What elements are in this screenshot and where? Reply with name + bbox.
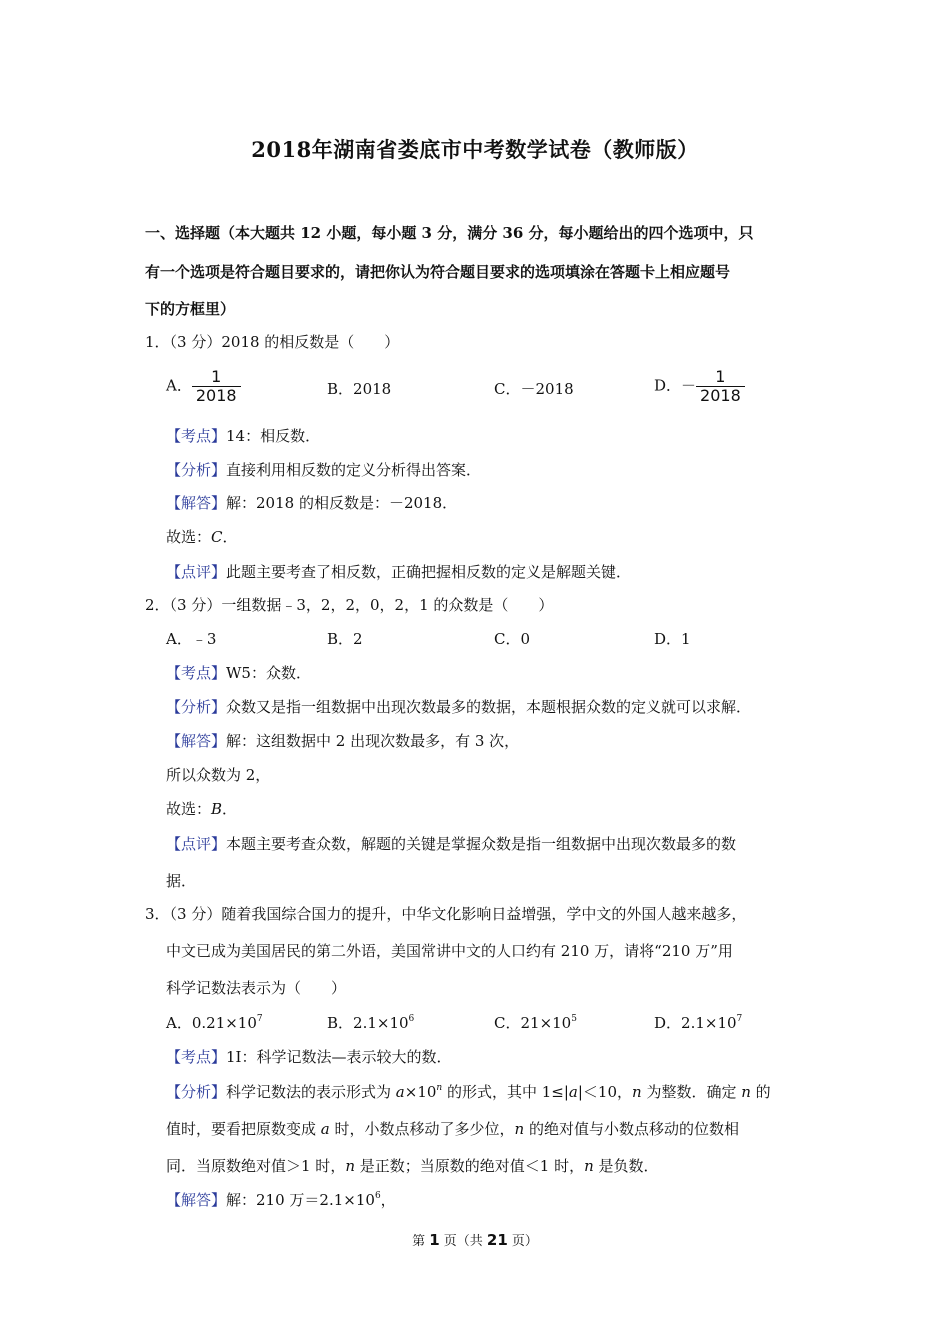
q3-fenxi-text: |＜10， xyxy=(577,1083,633,1101)
variable-n: n xyxy=(345,1157,355,1175)
q3-option-d xyxy=(654,1012,742,1033)
q2-jieda-line-2: 所以众数为 2， xyxy=(166,766,271,784)
variable-n: n xyxy=(514,1120,525,1138)
tag-jieda: 【解答】 xyxy=(166,732,227,750)
page-footer xyxy=(0,1230,950,1249)
q1-option-d-label: D．－ xyxy=(654,376,697,395)
tag-dianping: 【点评】 xyxy=(166,563,227,581)
page-number: 1 xyxy=(429,1231,440,1249)
option-exponent: 7 xyxy=(256,1014,263,1024)
q1-option-c: C．－2018 xyxy=(494,380,574,398)
option-base: B．2.1×10 xyxy=(327,1014,409,1032)
q1-stem: 1．（3 分）2018 的相反数是（ ） xyxy=(145,333,400,351)
q3-option-b xyxy=(327,1012,414,1033)
q1-option-a-label: A． xyxy=(166,376,192,395)
option-exponent: 5 xyxy=(571,1014,577,1024)
variable-a: a xyxy=(395,1083,405,1101)
page-title: 2018年湖南省娄底市中考数学试卷（教师版） xyxy=(251,137,699,162)
q1-dianping-text: 此题主要考查了相反数，正确把握相反数的定义是解题关键． xyxy=(226,563,632,581)
variable-a: a xyxy=(568,1083,578,1101)
tag-fenxi: 【分析】 xyxy=(166,698,227,716)
answer-prefix: 故选： xyxy=(166,528,212,546)
variable-n: n xyxy=(632,1083,642,1101)
tag-fenxi: 【分析】 xyxy=(166,1083,227,1101)
q3-fenxi-text: 为整数．确定 xyxy=(641,1083,742,1101)
answer-letter: B xyxy=(211,800,223,818)
tag-kaodian: 【考点】 xyxy=(166,664,227,682)
option-base: C．21×10 xyxy=(494,1014,572,1032)
fraction-denominator: 2018 xyxy=(700,386,741,405)
option-exponent: 6 xyxy=(408,1014,415,1024)
q2-answer xyxy=(166,798,237,819)
option-base: A．0.21×10 xyxy=(166,1014,257,1032)
q1-jieda-text: 解：2018 的相反数是：－2018． xyxy=(226,494,458,512)
q2-jieda xyxy=(166,730,519,751)
tag-kaodian: 【考点】 xyxy=(166,427,227,445)
option-base: D．2.1×10 xyxy=(654,1014,737,1032)
variable-n: n xyxy=(741,1083,751,1101)
q3-jieda-end: ， xyxy=(380,1191,396,1209)
q1-kaodian xyxy=(166,425,320,446)
q3-fenxi-text: 时，小数点移动了多少位， xyxy=(329,1120,515,1138)
tag-dianping: 【点评】 xyxy=(166,835,227,853)
answer-letter: C xyxy=(211,528,223,546)
answer-prefix: 故选： xyxy=(166,800,212,818)
q2-option-d: D．1 xyxy=(654,630,691,648)
q1-fenxi xyxy=(166,459,481,480)
q1-jieda xyxy=(166,492,457,513)
q3-fenxi-text: 是负数． xyxy=(593,1157,659,1175)
q2-dianping-line-2: 据． xyxy=(166,872,197,890)
q1-option-a xyxy=(166,368,241,405)
q3-jieda-text: 解：210 万＝2.1×10 xyxy=(226,1191,375,1209)
q1-kaodian-text: 14：相反数． xyxy=(226,427,321,445)
variable-n: n xyxy=(584,1157,594,1175)
q1-option-d xyxy=(654,368,745,405)
q3-fenxi-text: 的绝对值与小数点移动的位数相 xyxy=(524,1120,739,1138)
q3-kaodian xyxy=(166,1046,452,1067)
q1-fenxi-text: 直接利用相反数的定义分析得出答案． xyxy=(226,461,482,479)
q2-option-c: C．0 xyxy=(494,630,531,648)
fraction-numerator: 1 xyxy=(715,367,726,386)
fraction-denominator: 2018 xyxy=(195,386,237,405)
q3-fenxi-text: 科学记数法的表示形式为 xyxy=(226,1083,396,1101)
q2-jieda-text: 解：这组数据中 2 出现次数最多，有 3 次， xyxy=(226,732,520,750)
q2-kaodian-text: W5：众数． xyxy=(226,664,311,682)
q3-option-c xyxy=(494,1012,577,1033)
page-total: 21 xyxy=(486,1231,508,1249)
q3-jieda xyxy=(166,1189,396,1210)
q3-fenxi-line-3 xyxy=(166,1155,659,1176)
answer-suffix: ． xyxy=(222,528,238,546)
q3-fenxi-text: 是正数；当原数的绝对值＜1 时， xyxy=(355,1157,585,1175)
q3-fenxi-text: 同．当原数绝对值＞1 时， xyxy=(166,1157,346,1175)
fraction-numerator: 1 xyxy=(211,367,222,386)
exponent: 6 xyxy=(374,1191,381,1201)
q2-dianping-text: 本题主要考查众数，解题的关键是掌握众数是指一组数据中出现次数最多的数 xyxy=(226,835,737,853)
q1-option-d-fraction xyxy=(696,368,745,405)
times-ten: ×10 xyxy=(404,1083,437,1101)
exponent-n: n xyxy=(436,1083,443,1093)
q2-fenxi xyxy=(166,696,751,717)
q2-option-a: A．﹣3 xyxy=(166,630,217,648)
footer-middle: 页（共 xyxy=(439,1234,487,1249)
q3-fenxi xyxy=(166,1081,771,1102)
q1-answer xyxy=(166,526,238,547)
option-exponent: 7 xyxy=(736,1014,743,1024)
q3-kaodian-text: 1I：科学记数法—表示较大的数． xyxy=(226,1048,452,1066)
tag-fenxi: 【分析】 xyxy=(166,461,227,479)
q3-fenxi-line-2 xyxy=(166,1118,739,1139)
footer-prefix: 第 xyxy=(412,1234,430,1249)
section-heading-line-3: 下的方框里） xyxy=(145,300,236,318)
q2-fenxi-text: 众数又是指一组数据中出现次数最多的数据，本题根据众数的定义就可以求解． xyxy=(226,698,752,716)
q1-dianping xyxy=(166,561,631,582)
q2-kaodian xyxy=(166,662,311,683)
q2-dianping xyxy=(166,833,736,854)
q3-fenxi-text: 的形式，其中 1≤| xyxy=(442,1083,569,1101)
tag-jieda: 【解答】 xyxy=(166,494,227,512)
section-heading-line-2: 有一个选项是符合题目要求的，请把你认为符合题目要求的选项填涂在答题卡上相应题号 xyxy=(145,263,731,281)
tag-jieda: 【解答】 xyxy=(166,1191,227,1209)
q3-stem-line-2: 中文已成为美国居民的第二外语，美国常讲中文的人口约有 210 万，请将“210 万”用 xyxy=(166,942,733,960)
q1-option-b: B．2018 xyxy=(327,380,392,398)
q3-stem-line-3: 科学记数法表示为（ ） xyxy=(166,979,347,997)
q2-option-b: B．2 xyxy=(327,630,363,648)
q3-fenxi-text: 的 xyxy=(750,1083,771,1101)
section-heading-line-1: 一、选择题（本大题共 12 小题，每小题 3 分，满分 36 分，每小题给出的四个选项中，只 xyxy=(145,224,754,242)
q3-fenxi-text: 值时，要看把原数变成 xyxy=(166,1120,321,1138)
q2-stem: 2．（3 分）一组数据﹣3，2，2，0，2，1 的众数是（ ） xyxy=(145,596,554,614)
answer-suffix: ． xyxy=(222,800,238,818)
footer-suffix: 页） xyxy=(507,1234,538,1249)
q3-option-a xyxy=(166,1012,263,1033)
tag-kaodian: 【考点】 xyxy=(166,1048,227,1066)
q3-stem-line-1: 3．（3 分）随着我国综合国力的提升，中华文化影响日益增强，学中文的外国人越来越多， xyxy=(145,905,747,923)
q1-option-a-fraction xyxy=(192,368,241,405)
variable-a: a xyxy=(320,1120,330,1138)
